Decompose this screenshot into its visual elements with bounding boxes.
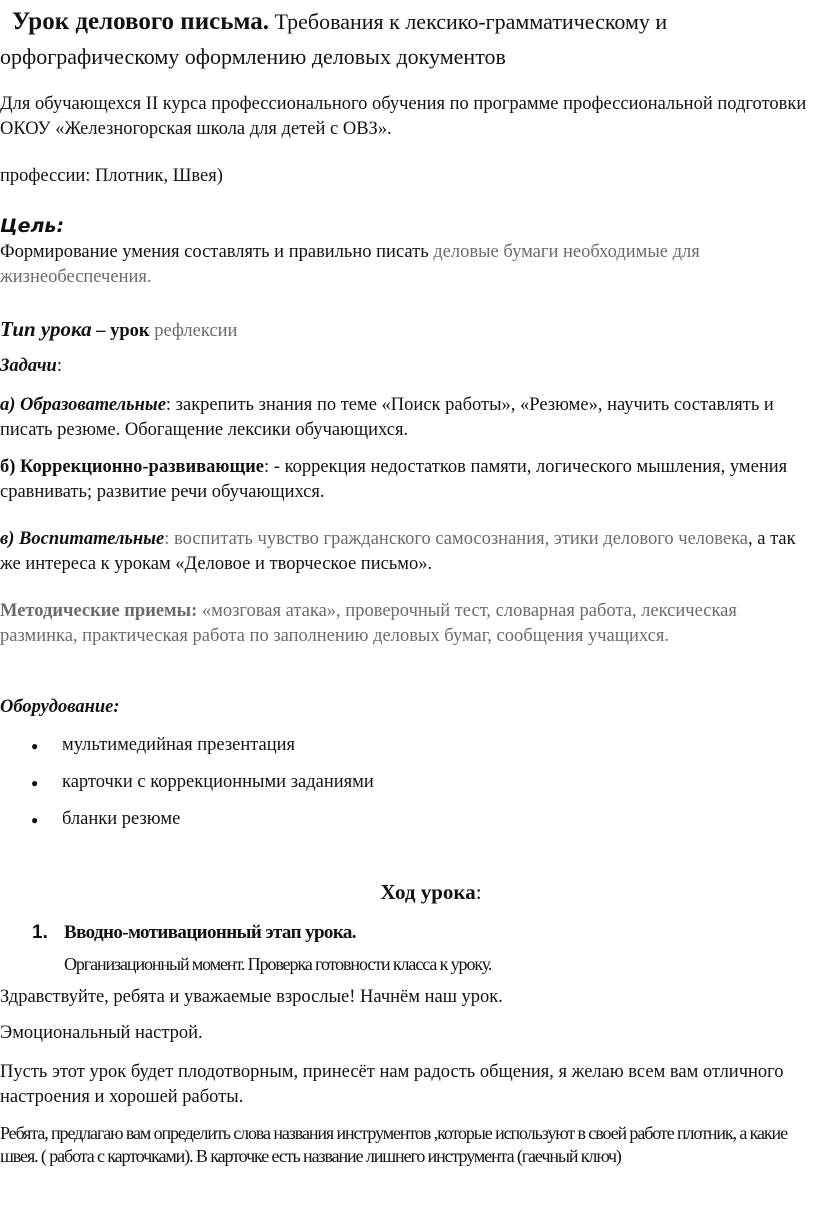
lesson-type-label: Тип урока xyxy=(0,317,92,341)
stage1-title: Вводно-мотивационный этап урока. xyxy=(64,922,356,943)
title-bold: Урок делового письма. xyxy=(12,8,270,35)
audience-paragraph: Для обучающехся II курса профессионального обучения по программе профессиональной подготовки ОКОУ «Железногорская школа для детей с ОВЗ». xyxy=(0,94,807,139)
title-rest: Требования к лексико-грамматическому и орфографическому оформлению деловых документов xyxy=(0,9,668,69)
wish-paragraph: Пусть этот урок будет плодотворным, принесёт нам радость общения, я желаю всем вам отличного настроения и хорошей работы. xyxy=(0,1062,784,1107)
tasks-label: Задачи xyxy=(0,356,57,376)
professions-line: профессии: Плотник, Швея) xyxy=(0,166,223,186)
goal-text xyxy=(0,240,812,290)
bullet-icon: ● xyxy=(31,813,39,827)
methods-paragraph xyxy=(0,599,812,649)
task-upbringing-gray: : воспитать чувство гражданского самосознания, этики делового человека xyxy=(164,529,749,549)
stage1-number: 1. xyxy=(32,922,48,943)
equipment-label: Оборудование: xyxy=(0,697,120,717)
bullet-icon: ● xyxy=(31,739,39,753)
task-upbringing-dark: , а так же интереса к урокам «Деловое и творческое письмо». xyxy=(0,529,796,574)
goal-text-dark: Формирование умения составлять и правильно писать xyxy=(0,242,434,262)
methods-text: «мозговая атака», проверочный тест, словарная работа, лексическая разминка, практическая работа по заполнению деловых бумаг, сообщения учащихся. xyxy=(0,601,737,646)
task-corrective-text: : - коррекция недостатков памяти, логического мышления, умения сравнивать; развитие речи обучающихся. xyxy=(0,457,788,502)
lesson-type-line xyxy=(0,315,812,345)
lesson-flow-colon: : xyxy=(475,880,482,904)
tasks-label-line xyxy=(0,354,812,379)
document-title xyxy=(0,6,812,76)
task-educational-label: а) Образовательные xyxy=(0,395,166,415)
task-educational xyxy=(0,393,812,443)
greeting-line: Здравствуйте, ребята и уважаемые взрослые! Начнём наш урок. xyxy=(0,987,503,1007)
goal-text-gray: деловые бумаги необходимые для жизнеобеспечения. xyxy=(0,242,700,287)
mood-line: Эмоциональный настрой. xyxy=(0,1023,203,1043)
lesson-type-bold: урок xyxy=(110,321,150,341)
lesson-type-dash: – xyxy=(91,321,111,341)
task-educational-text: : закрепить знания по теме «Поиск работы», «Резюме», научить составлять и писать резюме. Обогащение лексики обучающихся. xyxy=(0,395,774,440)
stage1-subtitle: Организационный момент. Проверка готовности класса к уроку. xyxy=(64,954,492,974)
task-upbringing-label: в) Воспитательные xyxy=(0,529,165,549)
task-corrective xyxy=(0,455,812,505)
task-paragraph: Ребята, предлагаю вам определить слова названия инструментов ,которые используют в своей работе плотник, а какие швея. ( работа с карточками). В карточке есть название лишнего инструмента (гаечный ключ) xyxy=(0,1123,787,1166)
lesson-flow-heading xyxy=(0,878,816,909)
lesson-type-gray: рефлексии xyxy=(149,321,238,341)
lesson-flow-title: Ход урока xyxy=(380,880,476,904)
task-corrective-label: б) Коррекционно-развивающие xyxy=(0,457,265,477)
goal-label: Цель: xyxy=(0,215,65,237)
document-page: Урок делового письма. Требования к лексико-грамматическому и орфографическому оформлению деловых документов Для обучающехся II курса профессионального обучения по программе профессиональной подготовки ОКОУ «Железногорская школа для детей с ОВЗ». профессии: Плотник, Швея) Цель: Формирование умения составлять и правильно писать деловые бумаги необходимые для жизнеобеспечения. Тип урока – урок рефлексии Задачи: а) Образовательные: закрепить знания по теме «Поиск работы», «Резюме», научить составлять и писать резюме. Обогащение лексики обучающихся. б) Коррекционно-развивающие: - коррекция недостатков памяти, логического мышления, умения сравнивать; развитие речи обучающихся. в) Воспитательные: воспитать чувство гражданского самосознания, этики делового человека, а так же интереса к урокам «Деловое и творческое письмо». Методические приемы: «мозговая атака», проверочный тест, словарная работа, лексическая разминка, практическая работа по заполнению деловых бумаг, сообщения учащихся. Оборудование: ● мультимедийная презентация ● карточки с коррекционными заданиями ● бланки резюме Ход урока: 1. Вводно-мотивационный этап урока. Организационный момент. Проверка готовности класса к уроку. Здравствуйте, ребята и уважаемые взрослые! Начнём наш урок. Эмоциональный настрой. Пусть этот урок будет плодотворным, принесёт нам радость общения, я желаю всем вам отличного настроения и хорошей работы. Ребята, предлагаю вам определить слова названия инструментов ,которые используют в своей работе плотник, а какие швея. ( работа с карточками). В карточке есть название лишнего инструмента (гаечный ключ) xyxy=(0,0,816,1218)
task-upbringing xyxy=(0,527,812,577)
tasks-colon: : xyxy=(56,356,62,376)
methods-label: Методические приемы: xyxy=(0,601,198,621)
bullet-icon: ● xyxy=(31,776,39,790)
